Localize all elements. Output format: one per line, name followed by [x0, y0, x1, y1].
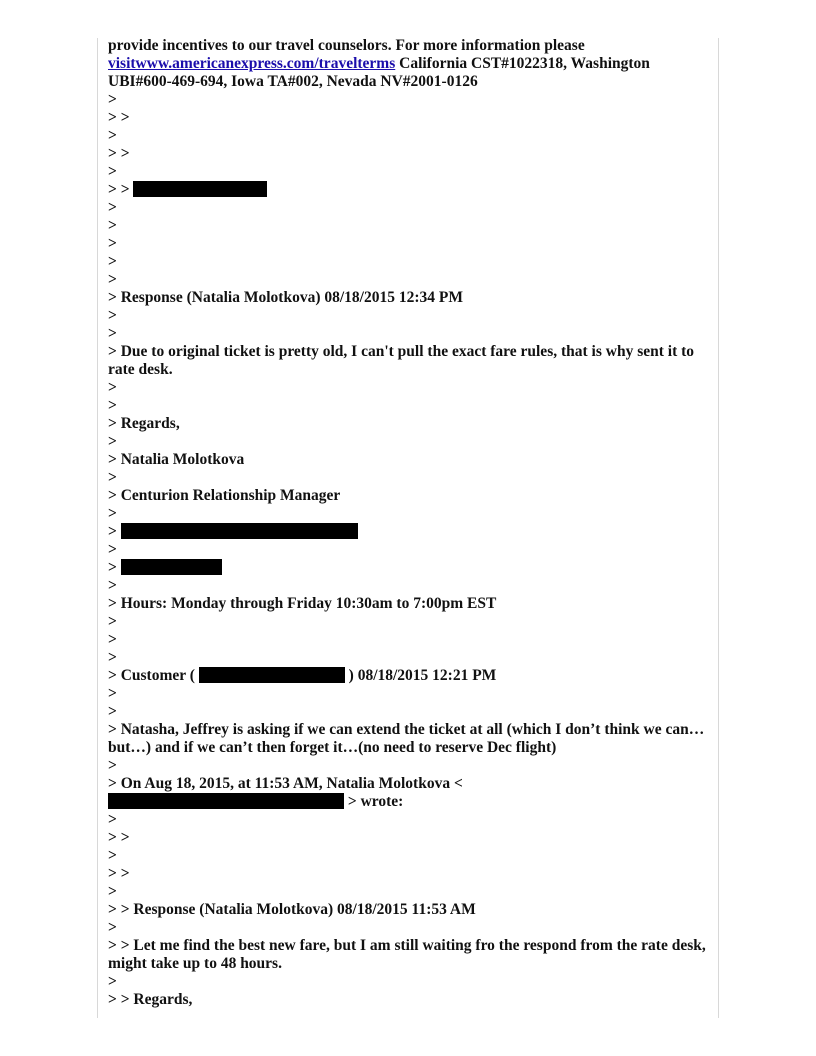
quote-marker: >: [108, 91, 117, 108]
quote-marker: >: [108, 613, 117, 630]
signature-redacted-line: [108, 523, 708, 541]
quote-marker: > >: [108, 829, 130, 846]
quote-marker: >: [108, 649, 117, 666]
signature-title: > Centurion Relationship Manager: [108, 487, 341, 504]
quote-marker: >: [108, 883, 117, 900]
quote-marker: >: [108, 631, 117, 648]
quote-marker: >: [108, 433, 117, 450]
quote-marker: >: [108, 217, 117, 234]
redaction-bar: [121, 523, 358, 539]
quote-prefix: >: [108, 523, 117, 540]
quote-marker: >: [108, 379, 117, 396]
response-heading: > > Response (Natalia Molotkova) 08/18/2015 11:53 AM: [108, 901, 476, 918]
quote-marker: > >: [108, 865, 130, 882]
response-body: > > Let me find the best new fare, but I am still waiting fro the respond from the rate desk, might take up to 48 hours.: [108, 937, 706, 972]
quote-marker: >: [108, 685, 117, 702]
response-body: > Due to original ticket is pretty old, I can't pull the exact fare rules, that is why sent it to rate desk.: [108, 343, 695, 378]
quote-marker: >: [108, 127, 117, 144]
quote-marker: >: [108, 307, 117, 324]
quote-marker: >: [108, 397, 117, 414]
signoff-regards: > > Regards,: [108, 991, 193, 1008]
left-margin-rule: [97, 38, 98, 1018]
signature-redacted-line: [108, 559, 708, 577]
quote-marker: >: [108, 541, 117, 558]
customer-heading: [108, 667, 708, 685]
response-heading: > Response (Natalia Molotkova) 08/18/2015 12:34 PM: [108, 289, 463, 306]
quote-marker: >: [108, 973, 117, 990]
quote-marker: >: [108, 919, 117, 936]
right-margin-rule: [718, 38, 719, 1018]
signature-hours: > Hours: Monday through Friday 10:30am to 7:00pm EST: [108, 595, 497, 612]
redaction-bar: [199, 667, 345, 683]
quote-marker: > >: [108, 109, 130, 126]
travel-terms-link[interactable]: visitwww.americanexpress.com/travelterms: [108, 55, 396, 72]
signoff-regards: > Regards,: [108, 415, 180, 432]
quote-marker: >: [108, 469, 117, 486]
redaction-bar: [108, 793, 344, 809]
disclaimer-line-3: UBI#600-469-694, Iowa TA#002, Nevada NV#2001-0126: [108, 73, 478, 90]
quote-marker: >: [108, 811, 117, 828]
quote-marker: >: [108, 271, 117, 288]
wrote-line: [108, 793, 708, 811]
quote-marker: >: [108, 163, 117, 180]
quote-marker: >: [108, 253, 117, 270]
quote-prefix: > >: [108, 181, 134, 198]
quote-marker: >: [108, 199, 117, 216]
quote-marker: >: [108, 505, 117, 522]
quote-line-redacted: [108, 181, 708, 199]
wrote-text: > wrote:: [344, 793, 404, 810]
quote-marker: >: [108, 235, 117, 252]
customer-body: > Natasha, Jeffrey is asking if we can extend the ticket at all (which I don’t think we can…but…) and if we can’t then forget it…(no need to reserve Dec flight): [108, 721, 705, 756]
quote-prefix: >: [108, 559, 117, 576]
quote-marker: >: [108, 703, 117, 720]
quote-marker: > >: [108, 145, 130, 162]
quote-marker: >: [108, 757, 117, 774]
redaction-bar: [133, 181, 267, 197]
signature-name: > Natalia Molotkova: [108, 451, 245, 468]
disclaimer-line-1: provide incentives to our travel counselors. For more information please: [108, 37, 585, 54]
quote-marker: >: [108, 325, 117, 342]
customer-timestamp: ) 08/18/2015 12:21 PM: [344, 667, 497, 684]
email-thread: [108, 37, 708, 1009]
on-wrote-line: > On Aug 18, 2015, at 11:53 AM, Natalia Molotkova <: [108, 775, 463, 792]
redaction-bar: [121, 559, 222, 575]
disclaimer-line-2: [108, 55, 708, 73]
customer-prefix: > Customer (: [108, 667, 199, 684]
disclaimer-license-text: California CST#1022318, Washington: [395, 55, 650, 72]
quote-marker: >: [108, 847, 117, 864]
quote-marker: >: [108, 577, 117, 594]
